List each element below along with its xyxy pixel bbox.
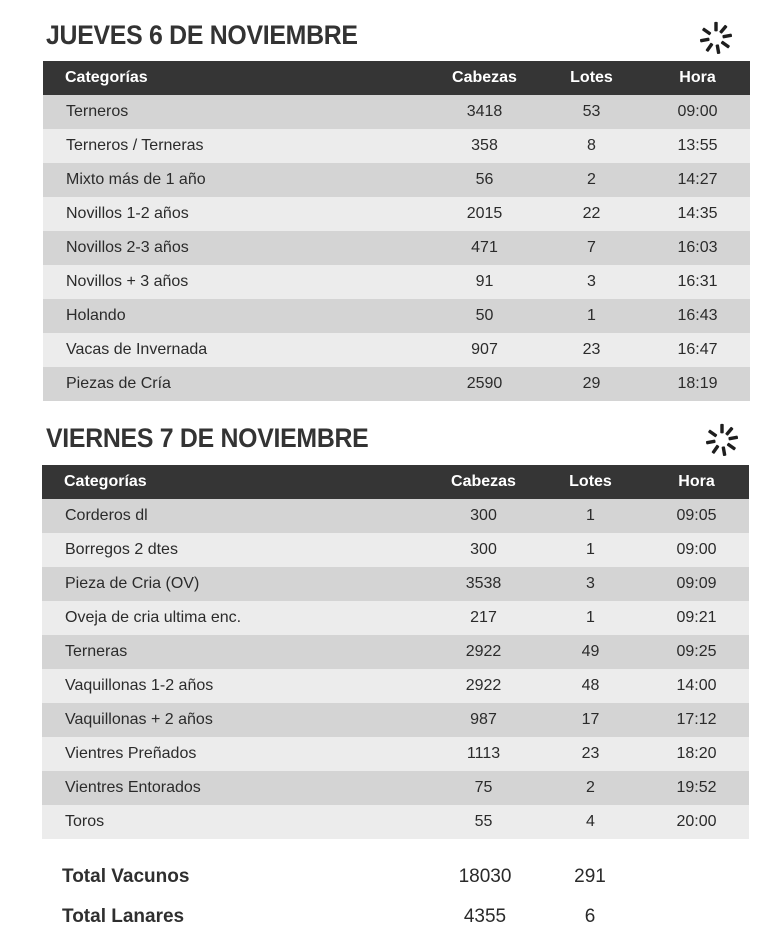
cell-hora: 13:55 [645, 129, 750, 163]
cell-hora: 09:21 [644, 601, 749, 635]
cell-categoria: Vientres Preñados [42, 737, 430, 771]
cell-categoria: Pieza de Cria (OV) [42, 567, 430, 601]
cell-cabezas: 300 [430, 499, 537, 533]
total-cabezas: 4355 [463, 906, 507, 927]
cell-lotes: 2 [538, 163, 645, 197]
cell-cabezas: 2922 [430, 635, 537, 669]
asterisk-logo-icon [703, 421, 741, 459]
cell-hora: 18:19 [645, 367, 750, 401]
cell-hora: 14:35 [645, 197, 750, 231]
table-row [42, 567, 749, 601]
header-cabezas: Cabezas [430, 465, 537, 499]
table-row [42, 601, 749, 635]
cell-categoria: Novillos 1-2 años [43, 197, 431, 231]
cell-lotes: 1 [538, 299, 645, 333]
day-title: JUEVES 6 DE NOVIEMBRE [46, 20, 358, 50]
total-lotes: 291 [574, 866, 606, 887]
total-row [0, 866, 771, 896]
cell-lotes: 53 [538, 95, 645, 129]
schedule-table [43, 61, 750, 401]
table-row [43, 299, 750, 333]
table-header-row [42, 465, 749, 499]
table-row [43, 95, 750, 129]
cell-cabezas: 471 [431, 231, 538, 265]
cell-lotes: 49 [537, 635, 644, 669]
cell-categoria: Novillos 2-3 años [43, 231, 431, 265]
cell-lotes: 3 [538, 265, 645, 299]
cell-lotes: 23 [538, 333, 645, 367]
cell-lotes: 48 [537, 669, 644, 703]
header-categoria: Categorías [43, 61, 431, 95]
cell-hora: 14:00 [644, 669, 749, 703]
cell-hora: 17:12 [644, 703, 749, 737]
cell-categoria: Novillos + 3 años [43, 265, 431, 299]
cell-categoria: Mixto más de 1 año [43, 163, 431, 197]
cell-cabezas: 3538 [430, 567, 537, 601]
total-row [0, 906, 771, 936]
cell-cabezas: 1113 [430, 737, 537, 771]
cell-lotes: 1 [537, 499, 644, 533]
cell-lotes: 29 [538, 367, 645, 401]
cell-hora: 09:00 [645, 95, 750, 129]
cell-categoria: Holando [43, 299, 431, 333]
header-hora: Hora [645, 61, 750, 95]
cell-hora: 20:00 [644, 805, 749, 839]
cell-cabezas: 2590 [431, 367, 538, 401]
cell-cabezas: 907 [431, 333, 538, 367]
total-label: Total Vacunos [62, 866, 190, 887]
cell-categoria: Oveja de cria ultima enc. [42, 601, 430, 635]
cell-categoria: Toros [42, 805, 430, 839]
header-hora: Hora [644, 465, 749, 499]
table-row [42, 703, 749, 737]
cell-cabezas: 217 [430, 601, 537, 635]
schedule-table [42, 465, 749, 839]
table-row [43, 197, 750, 231]
header-lotes: Lotes [537, 465, 644, 499]
cell-hora: 16:47 [645, 333, 750, 367]
table-header-row [43, 61, 750, 95]
table-row [42, 499, 749, 533]
day-title: VIERNES 7 DE NOVIEMBRE [46, 423, 369, 453]
table-row [42, 737, 749, 771]
cell-hora: 09:25 [644, 635, 749, 669]
cell-lotes: 8 [538, 129, 645, 163]
cell-hora: 14:27 [645, 163, 750, 197]
table-row [43, 163, 750, 197]
cell-lotes: 1 [537, 533, 644, 567]
cell-lotes: 1 [537, 601, 644, 635]
table-row [42, 635, 749, 669]
cell-categoria: Vaquillonas 1-2 años [42, 669, 430, 703]
cell-cabezas: 358 [431, 129, 538, 163]
cell-hora: 09:00 [644, 533, 749, 567]
table-row [43, 333, 750, 367]
cell-lotes: 2 [537, 771, 644, 805]
header-cabezas: Cabezas [431, 61, 538, 95]
table-row [42, 771, 749, 805]
asterisk-logo-icon [697, 19, 735, 57]
table-row [42, 533, 749, 567]
cell-cabezas: 55 [430, 805, 537, 839]
cell-lotes: 7 [538, 231, 645, 265]
cell-cabezas: 987 [430, 703, 537, 737]
cell-categoria: Terneros / Terneras [43, 129, 431, 163]
cell-cabezas: 56 [431, 163, 538, 197]
cell-lotes: 17 [537, 703, 644, 737]
cell-categoria: Vaquillonas + 2 años [42, 703, 430, 737]
cell-cabezas: 300 [430, 533, 537, 567]
table-row [43, 367, 750, 401]
cell-categoria: Vacas de Invernada [43, 333, 431, 367]
cell-categoria: Terneras [42, 635, 430, 669]
table-row [42, 669, 749, 703]
total-cabezas: 18030 [458, 866, 512, 887]
cell-categoria: Borregos 2 dtes [42, 533, 430, 567]
table-row [42, 805, 749, 839]
cell-categoria: Corderos dl [42, 499, 430, 533]
header-lotes: Lotes [538, 61, 645, 95]
cell-hora: 09:05 [644, 499, 749, 533]
header-categoria: Categorías [42, 465, 430, 499]
cell-lotes: 23 [537, 737, 644, 771]
cell-hora: 16:03 [645, 231, 750, 265]
table-row [43, 231, 750, 265]
table-row [43, 265, 750, 299]
cell-lotes: 3 [537, 567, 644, 601]
cell-hora: 16:31 [645, 265, 750, 299]
cell-hora: 19:52 [644, 771, 749, 805]
cell-hora: 09:09 [644, 567, 749, 601]
total-label: Total Lanares [62, 906, 185, 927]
cell-lotes: 4 [537, 805, 644, 839]
cell-hora: 18:20 [644, 737, 749, 771]
cell-cabezas: 2922 [430, 669, 537, 703]
cell-hora: 16:43 [645, 299, 750, 333]
cell-categoria: Vientres Entorados [42, 771, 430, 805]
table-row [43, 129, 750, 163]
cell-cabezas: 75 [430, 771, 537, 805]
cell-categoria: Piezas de Cría [43, 367, 431, 401]
cell-categoria: Terneros [43, 95, 431, 129]
total-lotes: 6 [584, 906, 596, 927]
cell-cabezas: 3418 [431, 95, 538, 129]
cell-cabezas: 91 [431, 265, 538, 299]
cell-cabezas: 2015 [431, 197, 538, 231]
cell-lotes: 22 [538, 197, 645, 231]
cell-cabezas: 50 [431, 299, 538, 333]
